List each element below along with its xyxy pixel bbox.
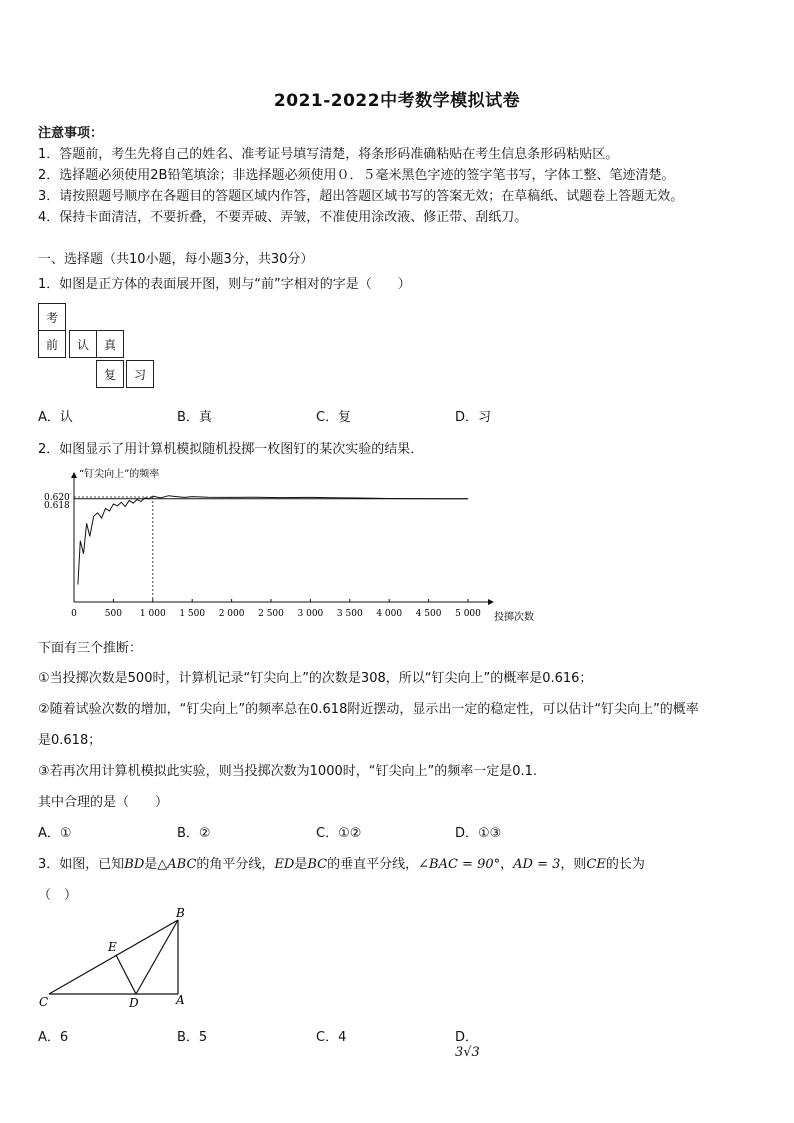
option-a[interactable]: A．认 [38,410,73,425]
x-tick-label: 2 000 [218,609,245,619]
math-triangle-abc: △ABC [157,857,197,872]
stem-text: 是 [144,857,158,872]
x-tick-label: 0 [71,609,77,619]
x-tick-label: 2 500 [258,609,284,619]
stem-text: ， [500,857,514,872]
stem-text: 的垂直平分线， [327,857,419,872]
option-c[interactable]: C．复 [316,410,352,425]
option-a[interactable]: A．6 [38,1030,69,1045]
stem-text: 的角平分线， [196,857,275,872]
x-tick-label: 5 000 [455,609,481,619]
notice-item: 3．请按照题号顺序在各题目的答题区域内作答，超出答题区域书写的答案无效；在草稿纸、试题卷上答题无效。 [38,189,684,204]
option-b[interactable]: B．② [177,826,211,841]
question-3-options [38,1026,594,1060]
question-3-stem [38,853,645,872]
y-axis-arrow [71,472,77,478]
stem-text: 3．如图，已知 [38,857,125,872]
option-d-letter: D． [455,1030,479,1045]
math-ed: ED [274,857,295,872]
label-b: B [176,906,185,920]
label-a: A [176,993,185,1007]
x-axis-label: 投掷次数 [494,612,534,623]
notice-item: 1．答题前，考生先将自己的姓名、准考证号填写清楚，将条形码准确粘贴在考生信息条形码粘贴区。 [38,147,619,162]
x-tick-label: 3 000 [297,609,324,619]
option-d[interactable] [455,1026,594,1060]
triangle-figure [36,903,206,1013]
option-b[interactable]: B．5 [177,1030,208,1045]
net-cell: 复 [96,360,124,388]
frequency-chart [36,462,551,630]
x-tick-label: 1 000 [139,609,166,619]
question-2-options [38,822,594,841]
option-c[interactable]: C．4 [316,1030,347,1045]
inference-1: ①当投掷次数是500时，计算机记录“钉尖向上”的次数是308，所以“钉尖向上”的概率是0.616； [38,671,593,686]
net-cell: 认 [69,330,97,358]
answer-paren: （ ） [38,888,78,903]
option-d-math: 3√3 [455,1045,480,1060]
question-2-ask: 其中合理的是（ ） [38,795,169,810]
option-d[interactable]: D．①③ [455,826,502,841]
section-heading: 一、选择题（共10小题，每小题3分，共30分） [38,252,314,267]
x-tick-label: 4 500 [415,609,442,619]
y-tick-label: 0.620 [44,493,70,503]
label-e: E [108,940,117,954]
net-cell: 前 [38,330,66,358]
question-1-options [38,406,594,425]
inference-2: ②随着试验次数的增加，“钉尖向上”的频率总在0.618附近摆动，显示出一定的稳定性，可以估计“钉尖向上”的概率 [38,702,699,717]
net-cell: 真 [96,330,124,358]
math-angle: ∠BAC = 90° [418,857,501,872]
x-axis-arrow [488,599,494,605]
question-2-intro: 下面有三个推断： [38,641,143,656]
stem-text: ，则 [560,857,587,872]
math-bc: BC [307,857,328,872]
notice-heading: 注意事项： [38,126,104,141]
frequency-series-line [78,496,468,585]
net-cell: 习 [126,360,154,388]
stem-text: 的长为 [605,857,645,872]
math-bd: BD [124,857,145,872]
notice-item: 2．选择题必须使用2B铅笔填涂；非选择题必须使用０．５毫米黑色字迹的签字笔书写，字体工整、笔迹清楚。 [38,168,675,183]
y-tick-label: 0.618 [44,500,70,511]
stem-text: 是 [294,857,308,872]
question-1-stem: 1．如图是正方体的表面展开图，则与“前”字相对的字是（ ） [38,277,411,292]
math-ad: AD = 3 [513,857,561,872]
inference-3: ③若再次用计算机模拟此实验，则当投掷次数为1000时，“钉尖向上”的频率一定是0.1. [38,764,538,779]
inference-2-cont: 是0.618； [38,733,102,748]
x-tick-label: 4 000 [376,609,403,619]
option-b[interactable]: B．真 [177,410,212,425]
x-tick-label: 500 [104,609,122,619]
net-cell: 考 [38,303,66,331]
option-d[interactable]: D．习 [455,410,492,425]
chart-title: “钉尖向上”的频率 [79,469,160,480]
option-c[interactable]: C．①② [316,826,362,841]
option-a[interactable]: A．① [38,826,72,841]
page-title: 2021-2022中考数学模拟试卷 [273,91,521,111]
x-tick-label: 3 500 [336,609,363,619]
question-2-stem: 2．如图显示了用计算机模拟随机投掷一枚图钉的某次实验的结果． [38,442,424,457]
label-d: D [129,996,139,1010]
label-c: C [39,995,49,1009]
notice-item: 4．保持卡面清洁，不要折叠，不要弄破、弄皱，不准使用涂改液、修正带、刮纸刀。 [38,210,528,225]
math-ce: CE [586,857,606,872]
x-tick-label: 1 500 [179,609,206,619]
